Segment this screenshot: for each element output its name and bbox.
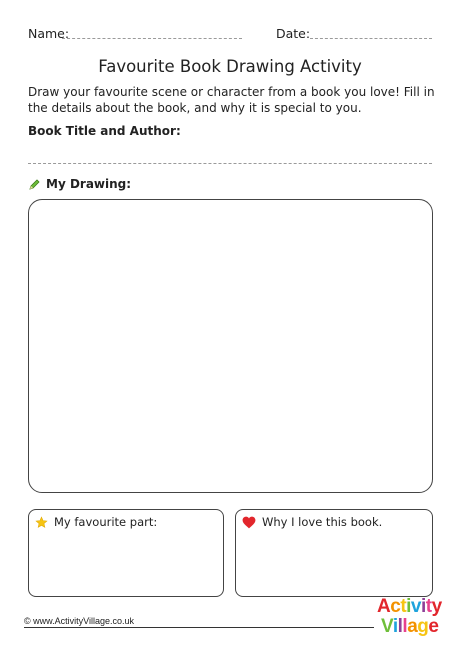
name-label: Name:	[28, 26, 70, 41]
drawing-label: My Drawing:	[46, 177, 132, 191]
name-field[interactable]	[62, 38, 242, 39]
activity-village-logo	[375, 592, 445, 642]
page-title: Favourite Book Drawing Activity	[98, 57, 362, 76]
svg-text:Activity: Activity	[377, 596, 442, 617]
favourite-part-label: My favourite part:	[54, 515, 158, 529]
drawing-heading	[28, 177, 131, 191]
star-icon	[35, 516, 48, 529]
why-love-box[interactable]	[235, 509, 433, 597]
footer-copyright: © www.ActivityVillage.co.uk	[24, 616, 135, 626]
book-title-field[interactable]	[28, 163, 432, 164]
favourite-part-heading	[35, 515, 157, 529]
footer-divider	[24, 627, 374, 628]
book-title-label: Book Title and Author:	[28, 124, 181, 138]
drawing-area[interactable]	[28, 199, 433, 493]
why-love-heading	[242, 515, 382, 529]
date-label: Date:	[276, 26, 311, 41]
heart-icon	[242, 516, 256, 529]
favourite-part-box[interactable]	[28, 509, 224, 597]
date-field[interactable]	[310, 38, 432, 39]
why-love-label: Why I love this book.	[262, 515, 383, 529]
intro-text: Draw your favourite scene or character from a book you love! Fill in the details about the book, and why it is special to you.	[28, 85, 435, 115]
pencil-icon	[28, 178, 41, 191]
svg-text:Village: Village	[381, 616, 439, 637]
